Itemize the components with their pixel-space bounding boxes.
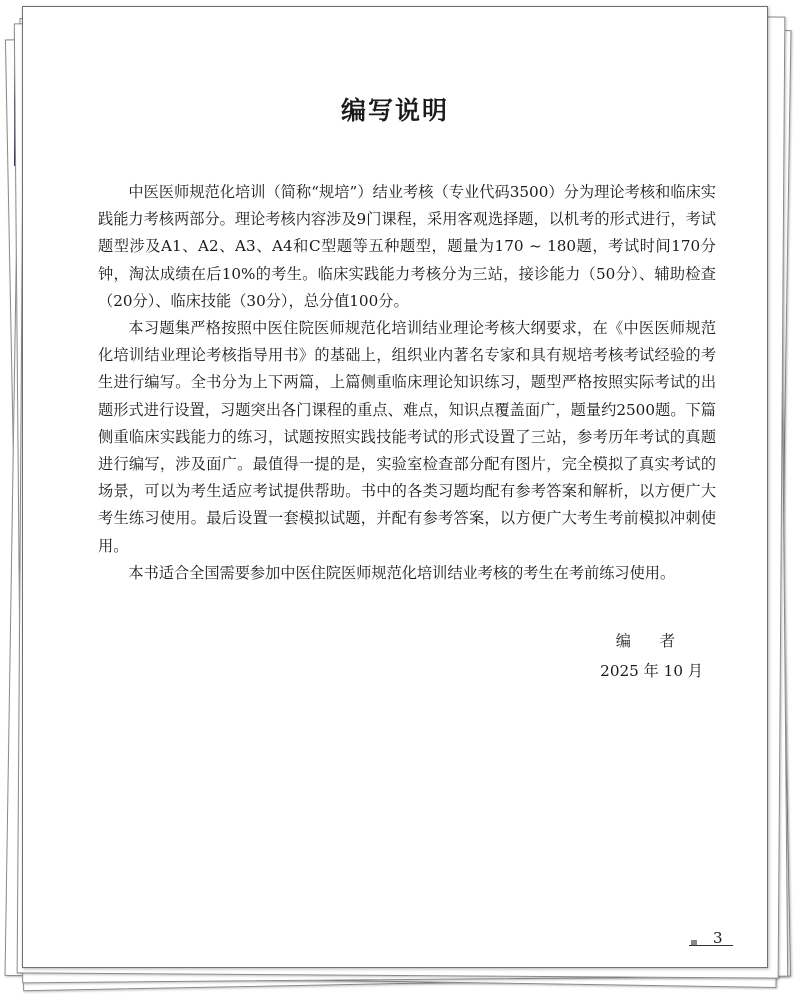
page-number: 3 [713, 929, 723, 947]
publication-date: 2025 年 10 月 [600, 662, 703, 680]
editor-signature: 编 者 [615, 632, 687, 650]
page-number-rule [689, 945, 733, 946]
document-body [98, 179, 716, 587]
paragraph-audience: 本书适合全国需要参加中医住院医师规范化培训结业考核的考生在考前练习使用。 [128, 563, 676, 582]
document-page [22, 6, 768, 968]
paragraph-content: 本习题集严格按照中医住院医师规范化培训结业理论考核大纲要求，在《中医医师规范化培训结业理论考核指导用书》的基础上，组织业内著名专家和具有规培考核考试经验的考生进行编写。全书分为上下两篇，上篇侧重临床理论知识练习，题型严格按照实际考试的出题形式进行设置，习题突出各门课程的重点、难点，知识点覆盖面广，题量约2500题。下篇侧重临床实践能力的练习，试题按照实践技能考试的形式设置了三站，参考历年考试的真题进行编写，涉及面广。最值得一提的是，实验室检查部分配有图片，完全模拟了真实考试的场景，可以为考生适应考试提供帮助。书中的各类习题均配有参考答案和解析，以方便广大考生练习使用。最后设置一套模拟试题，并配有参考答案，以方便广大考生考前模拟冲刺使用。 [98, 319, 716, 555]
page-title: 编写说明 [340, 96, 449, 125]
paragraph-intro: 中医医师规范化培训（简称“规培”）结业考核（专业代码3500）分为理论考核和临床实践能力考核两部分。理论考核内容涉及9门课程，采用客观选择题，以机考的形式进行，考试题型涉及A1、A2、A3、A4和C型题等五种题型，题量为170 ~ 180题，考试时间170分钟，淘汰成绩在后10%的考生。临床实践能力考核分为三站，接诊能力（50分）、辅助检查（20分）、临床技能（30分），总分值100分。 [98, 183, 716, 310]
